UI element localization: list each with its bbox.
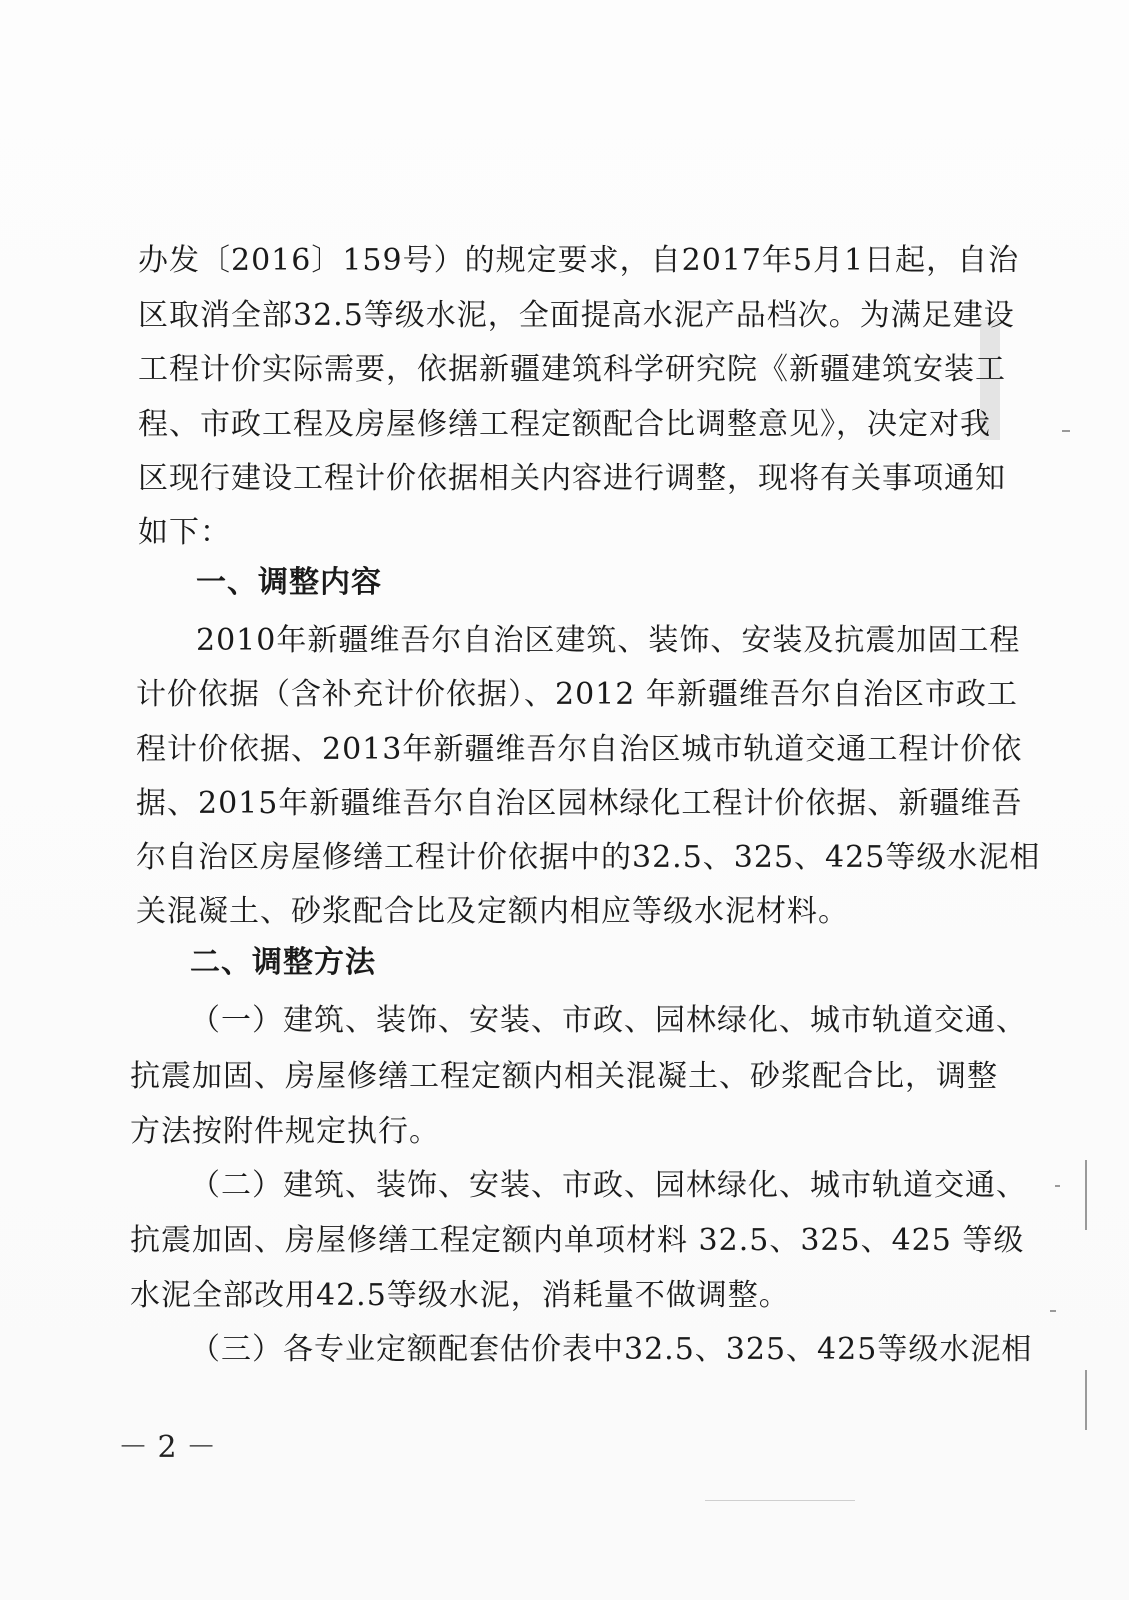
section-heading-adjust-content: 一、调整内容 <box>196 565 382 600</box>
section1-line-6: 关混凝土、砂浆配合比及定额内相应等级水泥材料。 <box>136 894 849 929</box>
body-line-5: 区现行建设工程计价依据相关内容进行调整，现将有关事项通知 <box>138 461 1006 496</box>
section1-line-5: 尔自治区房屋修缮工程计价依据中的32.5、325、425等级水泥相 <box>136 840 1041 875</box>
scan-artifact-mark <box>1085 1160 1087 1230</box>
scan-artifact-mark <box>1055 1185 1060 1187</box>
scan-artifact-mark <box>1085 1370 1087 1430</box>
section1-line-3: 程计价依据、2013年新疆维吾尔自治区城市轨道交通工程计价依 <box>136 732 1023 767</box>
scan-artifact-mark <box>1050 1310 1056 1312</box>
body-line-6: 如下： <box>138 515 231 550</box>
section2-line-2: 抗震加固、房屋修缮工程定额内相关混凝土、砂浆配合比，调整 <box>130 1059 998 1094</box>
body-line-1: 办发〔2016〕159号）的规定要求，自2017年5月1日起，自治 <box>138 243 1020 278</box>
section2-line-1: （一）建筑、装饰、安装、市政、园林绿化、城市轨道交通、 <box>190 1003 1027 1038</box>
section-heading-adjust-method: 二、调整方法 <box>190 945 376 980</box>
body-line-2: 区取消全部32.5等级水泥，全面提高水泥产品档次。为满足建设 <box>138 298 1015 333</box>
page-number: － 2 － <box>118 1430 217 1465</box>
section2-line-3: 方法按附件规定执行。 <box>130 1114 440 1149</box>
section2-line-4: （二）建筑、装饰、安装、市政、园林绿化、城市轨道交通、 <box>190 1168 1027 1203</box>
section1-line-4: 据、2015年新疆维吾尔自治区园林绿化工程计价依据、新疆维吾 <box>136 786 1023 821</box>
body-line-4: 程、市政工程及房屋修缮工程定额配合比调整意见》，决定对我 <box>138 407 991 442</box>
section1-line-2: 计价依据（含补充计价依据）、2012 年新疆维吾尔自治区市政工 <box>136 677 1018 712</box>
section2-line-6: 水泥全部改用42.5等级水泥，消耗量不做调整。 <box>130 1278 790 1313</box>
section2-line-5: 抗震加固、房屋修缮工程定额内单项材料 32.5、325、425 等级 <box>130 1223 1025 1258</box>
section2-line-7: （三）各专业定额配套估价表中32.5、325、425等级水泥相 <box>190 1332 1033 1367</box>
scan-artifact-mark <box>705 1500 855 1501</box>
scan-artifact-mark <box>1062 430 1070 432</box>
section1-line-1: 2010年新疆维吾尔自治区建筑、装饰、安装及抗震加固工程 <box>196 623 1021 658</box>
body-line-3: 工程计价实际需要，依据新疆建筑科学研究院《新疆建筑安装工 <box>138 352 1006 387</box>
